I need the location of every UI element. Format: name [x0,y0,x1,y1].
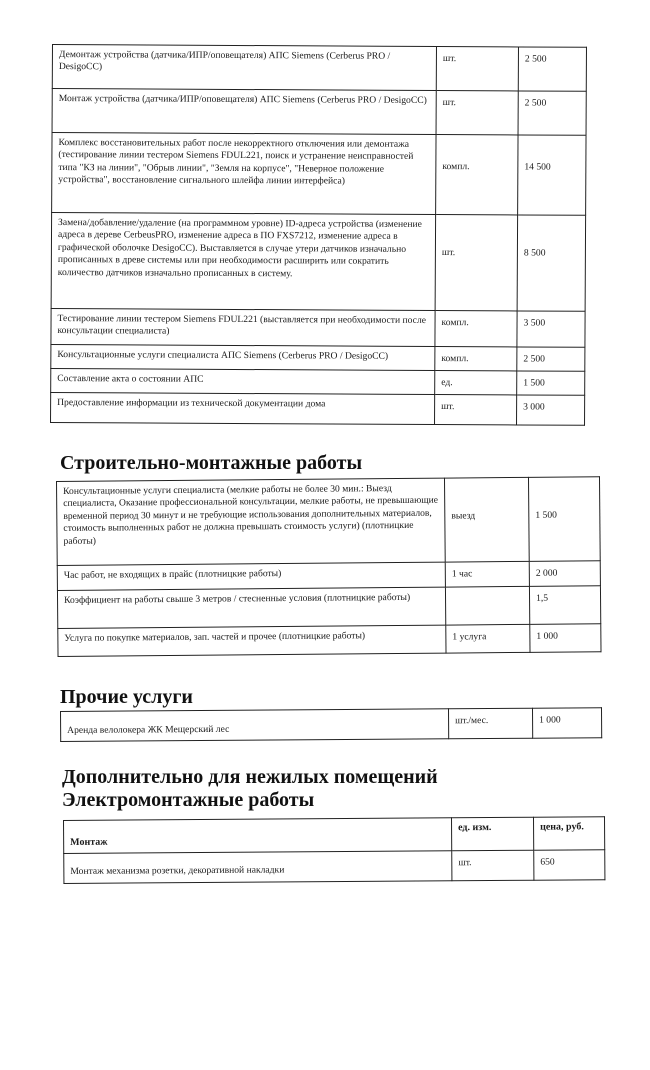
service-name: Монтаж устройства (датчика/ИПР/оповещателя) АПС Siemens (Cerberus PRO / DesigoCC) [52,89,436,135]
service-name: Комплекс восстановительных работ после некорректного отключения или демонтажа (тестирование линии тестером Siemens FDUL221, поиск и устранение неисправностей типа "КЗ на линии", "Обрыв линии", "Земля на корпусе", "Неверное положение устройства", восстановление сигнального шлейфа линии интерфейса) [52,133,436,215]
table-row [51,308,585,347]
price-cell: 8 500 [517,215,586,311]
table-row [57,477,601,566]
unit-cell: шт. [436,91,518,135]
header-service: Монтаж [64,818,452,854]
service-name: Час работ, не входящих в прайс (плотницкие работы) [57,562,445,590]
unit-cell: ед. [435,371,517,395]
price-cell: 1 000 [532,708,601,739]
table-row [58,624,601,657]
section-title-other: Прочие услуги [60,686,193,708]
price-cell: 650 [534,850,605,880]
price-cell: 14 500 [518,135,586,215]
price-cell: 2 500 [518,91,586,135]
unit-cell: компл. [435,311,517,347]
unit-cell: компл. [436,135,518,215]
price-cell: 2 000 [529,561,600,587]
unit-cell: компл. [435,347,517,371]
unit-cell: шт./мес. [448,708,532,739]
unit-cell: шт. [436,47,518,91]
service-name: Услуга по покупке материалов, зап. частей и прочее (плотницкие работы) [58,625,446,656]
table-row [51,392,585,425]
service-name: Предоставление информации из технической документации дома [51,392,435,424]
table-row [52,89,586,136]
price-cell: 3 000 [517,395,585,425]
aps-price-table [50,44,587,426]
service-name: Консультационные услуги специалиста АПС Siemens (Cerberus PRO / DesigoCC) [51,344,435,370]
table-row [57,586,600,629]
table-row [61,708,602,742]
service-name: Замена/добавление/удаление (на программном уровне) ID-адреса устройства (изменение адреса в дереве CerbeusPRO, изменение адреса в ПО FXS7212, изменение адреса в графической оболочке DesigoCC). Выставляется в случае утери датчиков изначально прописанных в древе системы или при необходимости расширить или сократить количество датчиков изначально прописанных в систему. [51,213,435,311]
section-title-construction: Строительно-монтажные работы [60,452,363,474]
unit-cell: шт. [435,215,518,311]
other-price-table [60,707,602,742]
service-name: Монтаж механизма розетки, декоративной накладки [64,851,452,884]
service-name: Составление акта о состоянии АПС [51,368,435,394]
header-unit: ед. изм. [451,817,533,851]
electrical-price-table [63,816,605,884]
service-name: Тестирование линии тестером Siemens FDUL221 (выставляется при необходимости после консультации специалиста) [51,308,435,346]
table-row [51,344,585,371]
service-name: Демонтаж устройства (датчика/ИПР/оповещателя) АПС Siemens (Cerberus PRO / DesigoCC) [52,45,436,91]
service-name: Консультационные услуги специалиста (мелкие работы не более 30 мин.: Выезд специалиста, Оказание профессиональной консультации, мелкие работы, не превышающие временной период 30 минут и не требующие использования дополнительных материалов, стоимость выполненных работ не должна превышать стоимость услуги) (плотницкие работы) [57,478,446,565]
construction-price-table [56,476,602,657]
table-header-row [64,817,605,854]
price-cell: 3 500 [517,311,585,347]
service-name: Аренда велолокера ЖК Мещерский лес [61,709,449,742]
price-cell: 2 500 [518,47,586,91]
price-cell: 1 500 [528,477,600,562]
price-cell: 1 000 [530,624,601,653]
price-cell: 2 500 [517,347,585,371]
unit-cell: шт. [435,395,517,425]
table-row [51,368,585,395]
section-title-nonresidential: Дополнительно для нежилых помещений [62,766,438,788]
price-cell: 1 500 [517,371,585,395]
unit-cell [445,586,529,625]
table-row [52,45,586,92]
section-title-electrical: Электромонтажные работы [62,789,315,811]
table-row [52,133,586,216]
unit-cell: шт. [452,851,534,882]
table-row [64,850,605,884]
header-price: цена, руб. [533,817,604,851]
unit-cell: выезд [444,477,529,562]
unit-cell: 1 услуга [446,624,530,653]
service-name: Коэффициент на работы свыше 3 метров / стесненные условия (плотницкие работы) [57,587,445,628]
price-cell: 1,5 [529,586,600,625]
table-row [51,213,585,312]
unit-cell: 1 час [445,561,529,587]
